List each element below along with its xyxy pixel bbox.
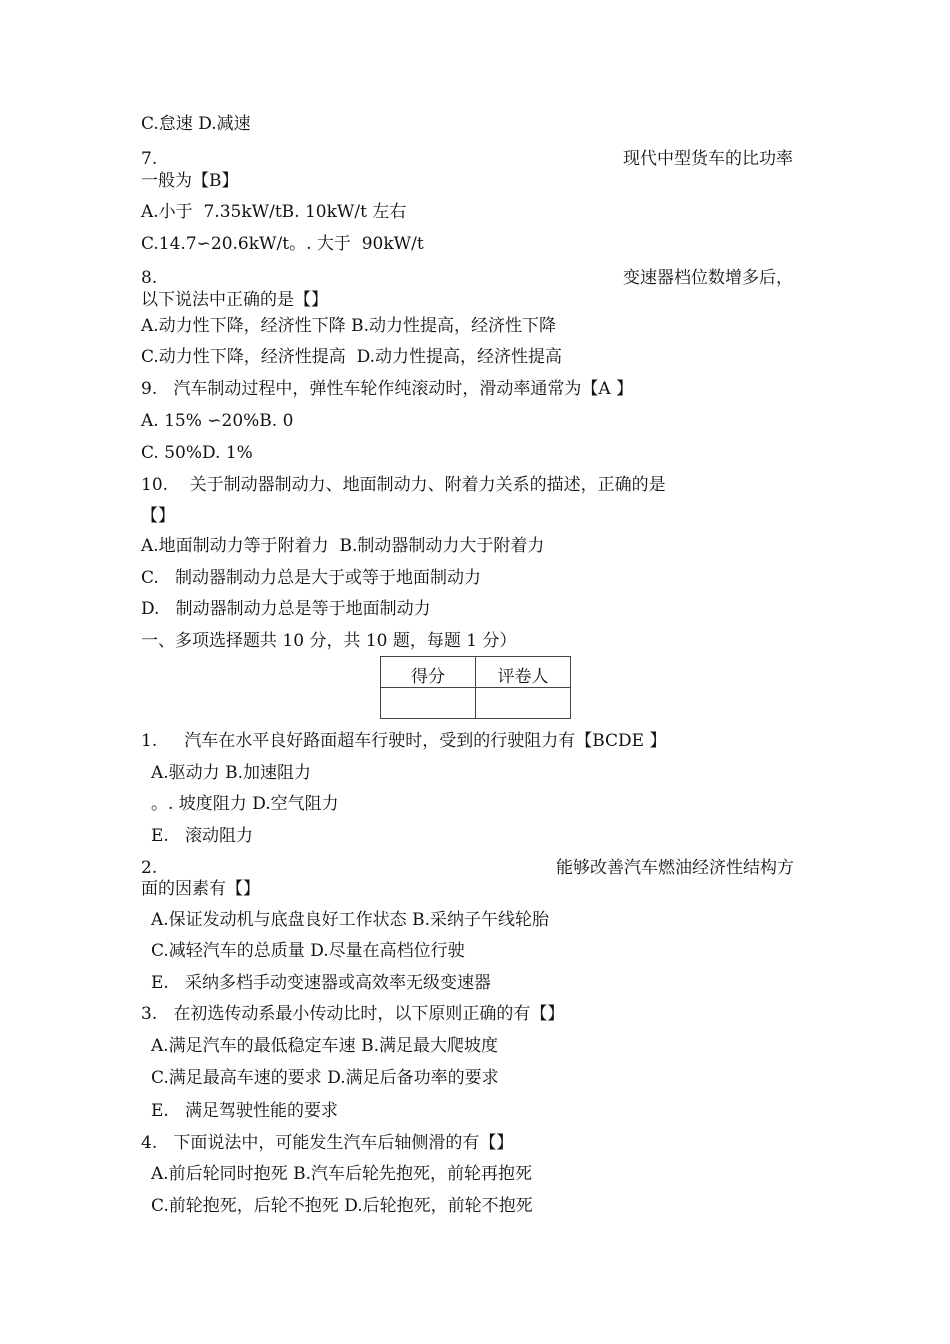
option-line: C.满足最高车速的要求 D.满足后备功率的要求 bbox=[151, 1068, 499, 1088]
option-line: A. 15% ∽20%B. 0 bbox=[141, 411, 294, 431]
option-line: A.满足汽车的最低稳定车速 B.满足最大爬坡度 bbox=[151, 1036, 498, 1056]
grader-cell bbox=[476, 688, 571, 719]
option-line: C. 50%D. 1% bbox=[141, 443, 253, 463]
option-line: C.动力性下降，经济性提高 D.动力性提高，经济性提高 bbox=[141, 347, 563, 367]
option-line: C. 制动器制动力总是大于或等于地面制动力 bbox=[141, 568, 482, 588]
score-table bbox=[380, 656, 571, 719]
question-text: 以下说法中正确的是【】 bbox=[141, 290, 328, 310]
question-text: 3. 在初选传动系最小传动比时，以下原则正确的有【】 bbox=[141, 1004, 565, 1024]
option-line: C.怠速 D.减速 bbox=[141, 114, 251, 134]
option-line: C.减轻汽车的总质量 D.尽量在高档位行驶 bbox=[151, 941, 465, 961]
score-header: 得分 bbox=[381, 657, 476, 688]
option-line: C.前轮抱死，后轮不抱死 D.后轮抱死，前轮不抱死 bbox=[151, 1196, 533, 1216]
option-line: A.小于 7.35kW/tB. 10kW/t 左右 bbox=[141, 202, 407, 222]
option-line: A.前后轮同时抱死 B.汽车后轮先抱死，前轮再抱死 bbox=[151, 1164, 532, 1184]
option-line: A.动力性下降，经济性下降 B.动力性提高，经济性下降 bbox=[141, 316, 556, 336]
option-line: E. 满足驾驶性能的要求 bbox=[151, 1101, 339, 1121]
question-text: 一般为【B】 bbox=[141, 171, 239, 191]
option-line: A.驱动力 B.加速阻力 bbox=[151, 763, 311, 783]
question-text: 4. 下面说法中，可能发生汽车后轴侧滑的有【】 bbox=[141, 1133, 514, 1153]
option-line: A.地面制动力等于附着力 B.制动器制动力大于附着力 bbox=[141, 536, 545, 556]
option-line: E. 采纳多档手动变速器或高效率无级变速器 bbox=[151, 973, 492, 993]
option-line: C.14.7∽20.6kW/t。. 大于 90kW/t bbox=[141, 234, 424, 254]
question-text: 10. 关于制动器制动力、地面制动力、附着力关系的描述，正确的是 bbox=[141, 475, 666, 495]
option-line: A.保证发动机与底盘良好工作状态 B.采纳子午线轮胎 bbox=[151, 910, 549, 930]
question-number: 8. bbox=[141, 268, 158, 288]
question-text: 9. 汽车制动过程中，弹性车轮作纯滚动时，滑动率通常为【A 】 bbox=[141, 379, 634, 399]
question-text: 能够改善汽车燃油经济性结构方 bbox=[556, 858, 794, 878]
question-number: 7. bbox=[141, 149, 158, 169]
option-line: 。. 坡度阻力 D.空气阻力 bbox=[151, 794, 339, 814]
option-line: D. 制动器制动力总是等于地面制动力 bbox=[141, 599, 431, 619]
section-heading: 一、多项选择题共 10 分，共 10 题，每题 1 分） bbox=[141, 631, 517, 651]
question-text: 【】 bbox=[141, 506, 175, 526]
option-line: E. 滚动阻力 bbox=[151, 826, 254, 846]
question-text: 变速器档位数增多后， bbox=[623, 268, 793, 288]
question-text: 现代中型货车的比功率 bbox=[623, 149, 793, 169]
question-number: 2. bbox=[141, 858, 158, 878]
question-text: 1. 汽车在水平良好路面超车行驶时，受到的行驶阻力有【BCDE 】 bbox=[141, 731, 667, 751]
score-cell bbox=[381, 688, 476, 719]
question-text: 面的因素有【】 bbox=[141, 879, 260, 899]
grader-header: 评卷人 bbox=[476, 657, 571, 688]
